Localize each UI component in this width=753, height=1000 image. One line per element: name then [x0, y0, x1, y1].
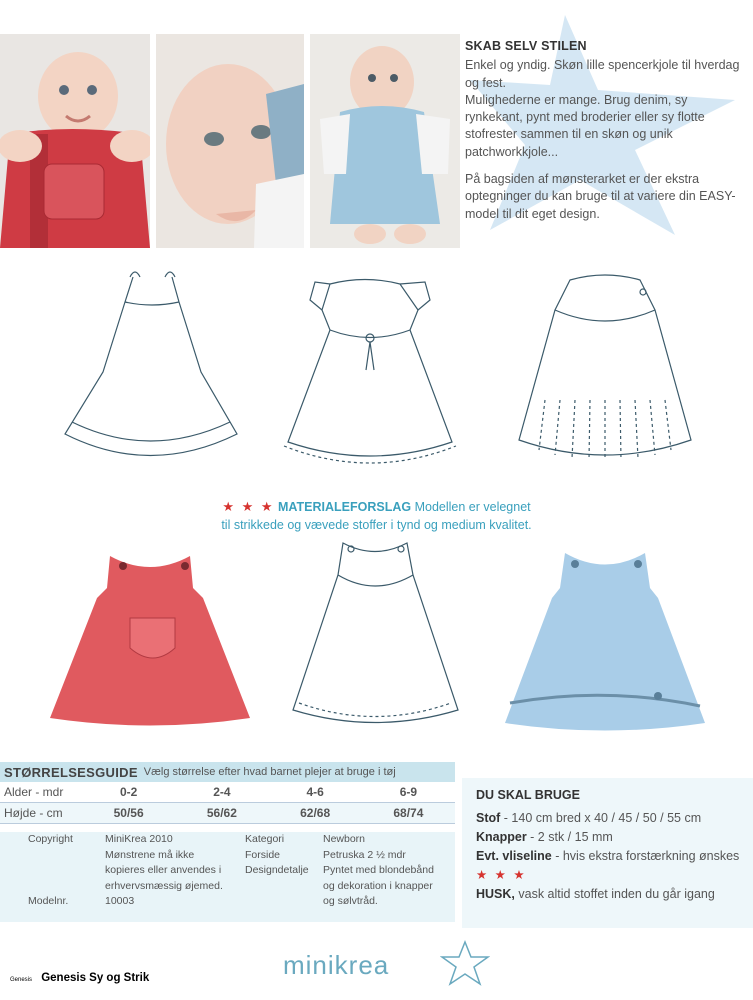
- copyright-text-col: [105, 832, 223, 910]
- category-label-col: [245, 832, 309, 879]
- copyright-label-col: [28, 832, 73, 848]
- photo-blue-dress: [500, 548, 710, 733]
- knapper-label: Knapper: [476, 830, 527, 844]
- minikrea-logo: [283, 950, 389, 981]
- category-label: Kategori: [245, 833, 285, 845]
- footer-small-logo: Genesis: [10, 977, 33, 983]
- copyright-line: MiniKrea 2010: [105, 833, 173, 845]
- husk-text: vask altid stoffet inden du går igang: [514, 887, 715, 901]
- vliseline-label: Evt. vliseline: [476, 849, 552, 863]
- material-text-1: Modellen er velegnet: [414, 500, 531, 514]
- use-title: DU SKAL BRUGE: [476, 788, 580, 802]
- logo-star-icon: [440, 940, 490, 986]
- use-vliseline: [476, 847, 751, 866]
- height-label: Højde - cm: [4, 806, 63, 820]
- material-suggestion: [0, 498, 753, 534]
- sketch-dress-yoke-ruffle: [270, 270, 470, 480]
- sketch-dress-aline: [283, 535, 468, 735]
- intro-title: SKAB SELV STILEN: [465, 39, 587, 53]
- sketch-dress-pintucks: [515, 270, 695, 480]
- footer-text: Genesis Sy og Strik: [41, 972, 150, 984]
- age-cell: 0-2: [119, 785, 138, 799]
- logo-text: minikrea: [283, 950, 390, 980]
- height-cell: 68/74: [393, 806, 424, 820]
- photo-baby-red-dress: [0, 34, 150, 248]
- model-label-col: [28, 894, 68, 910]
- height-cell: 62/68: [300, 806, 331, 820]
- category-value: Petruska 2 ½ mdr: [323, 848, 406, 861]
- category-value: og sølvtråd.: [323, 895, 378, 907]
- stof-label: Stof: [476, 811, 501, 825]
- category-label: Forside: [245, 848, 281, 861]
- copyright-line: erhvervsmæssig øjemed.: [105, 879, 223, 892]
- use-stof: [476, 809, 751, 828]
- knapper-text: - 2 stk / 15 mm: [526, 830, 613, 844]
- vliseline-text: - hvis ekstra forstærkning ønskes: [551, 849, 740, 863]
- intro-text: [465, 38, 745, 233]
- category-value: Newborn: [323, 833, 366, 845]
- age-cell: 6-9: [399, 785, 418, 799]
- size-guide-header: [0, 762, 455, 782]
- photo-red-dress: [45, 548, 255, 728]
- category-value-col: [323, 832, 434, 910]
- model-label: Modelnr.: [28, 895, 69, 907]
- category-value: Pyntet med blondebånd: [323, 864, 434, 876]
- husk-label: HUSK,: [476, 887, 515, 901]
- intro-paragraph-2: Mulighederne er mange. Brug denim, sy rynkekant, pynt med broderier eller sy flotte stofrester sammen til en skøn og unik patchworkkjole...: [465, 92, 705, 159]
- age-cell: 4-6: [306, 785, 324, 799]
- material-title: MATERIALEFORSLAG: [278, 500, 412, 514]
- intro-paragraph-1: Enkel og yndig. Skøn lille spencerkjole til hverdag og fest.: [465, 58, 740, 90]
- age-label: Alder - mdr: [4, 785, 64, 799]
- height-cell: 50/56: [113, 806, 144, 820]
- photo-baby-blue-dress: [310, 34, 460, 248]
- copyright-line: Mønstrene må ikke: [105, 848, 195, 861]
- material-stars: ★ ★ ★: [222, 499, 275, 514]
- use-stars: ★ ★ ★: [476, 868, 527, 882]
- copyright-line: kopieres eller anvendes i: [105, 864, 222, 876]
- size-guide: [0, 762, 455, 824]
- height-cell: 56/62: [206, 806, 237, 820]
- use-husk: [476, 885, 751, 904]
- size-height-row: [0, 803, 455, 824]
- sketch-dress-halter: [55, 262, 245, 472]
- use-knapper: [476, 828, 751, 847]
- model-value: 10003: [105, 895, 135, 907]
- copyright-label: Copyright: [28, 833, 73, 845]
- intro-paragraph-3: På bagsiden af mønsterarket er der ekstra optegninger du kan bruge til at variere din EASY-model til dit eget design.: [465, 172, 736, 221]
- material-text-2: til strikkede og vævede stoffer i tynd og medium kvalitet.: [221, 518, 532, 532]
- size-age-row: [0, 782, 455, 803]
- category-label: Designdetalje: [245, 864, 309, 876]
- size-guide-title: STØRRELSESGUIDE: [4, 764, 138, 780]
- footer-credit: [10, 972, 149, 984]
- photo-baby-closeup: [156, 34, 304, 248]
- size-guide-subtitle: Vælg størrelse efter hvad barnet plejer at bruge i tøj: [143, 766, 396, 778]
- materials-needed: [476, 786, 751, 904]
- category-value: og dekoration i knapper: [323, 879, 433, 892]
- age-cell: 2-4: [213, 785, 231, 799]
- stof-text: - 140 cm bred x 40 / 45 / 50 / 55 cm: [500, 811, 702, 825]
